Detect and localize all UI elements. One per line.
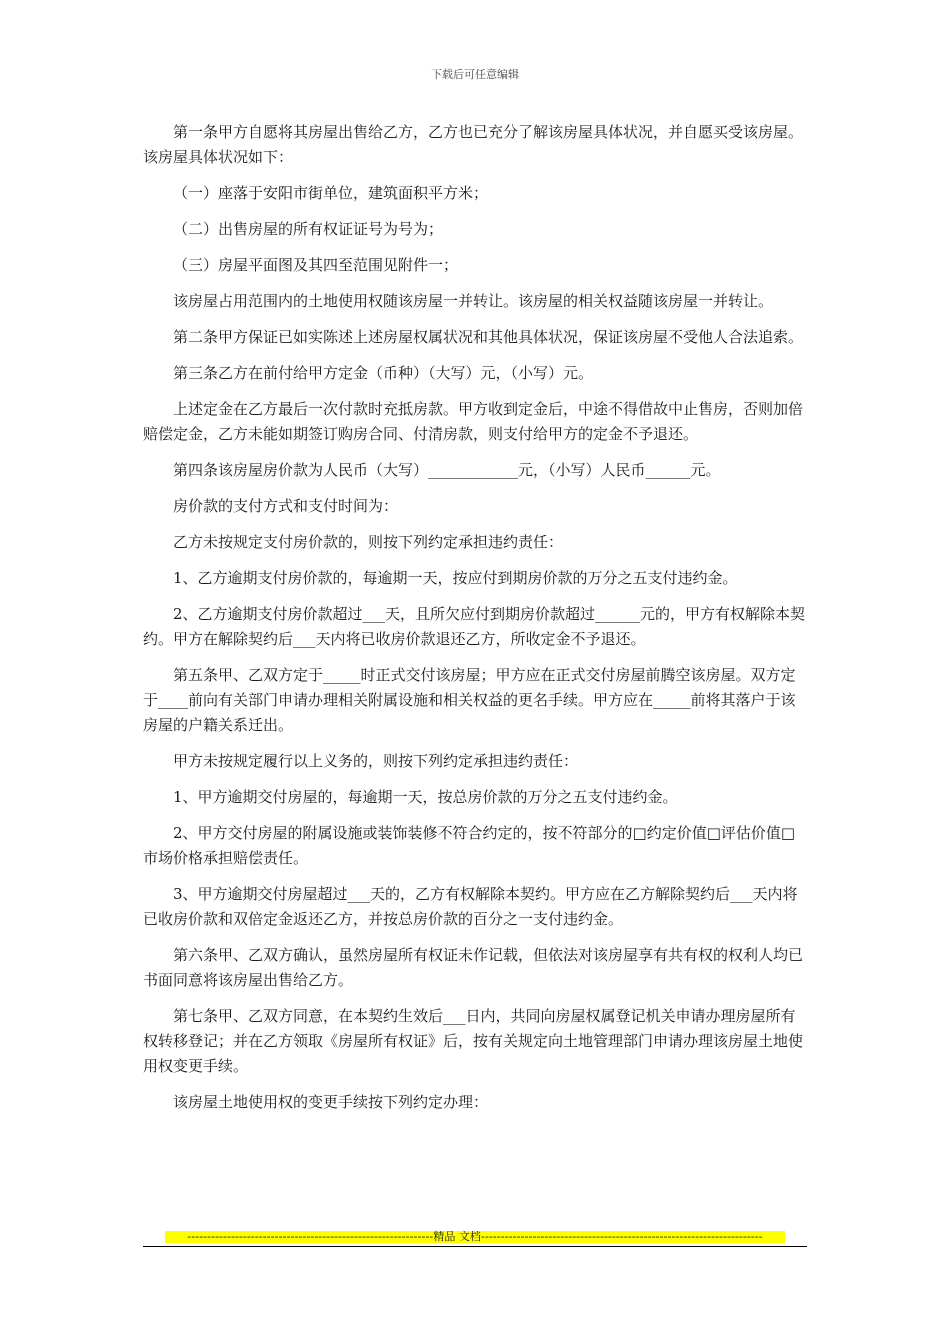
page-header: 下载后可任意编辑 — [431, 68, 519, 81]
paragraph-item-3: （三）房屋平面图及其四至范围见附件一； — [173, 256, 459, 274]
paragraph-article-4: 第四条该房屋房价款为人民币（大写）____________元，（小写）人民币______元。 — [173, 461, 721, 479]
paragraph-item-2: （二）出售房屋的所有权证证号为号为； — [173, 220, 444, 238]
paragraph-article-1: 第一条甲方自愿将其房屋出售给乙方，乙方也已充分了解该房屋具体状况，并自愿买受该房屋。该房屋具体状况如下： — [143, 123, 804, 166]
paragraph-article-2: 第二条甲方保证已如实陈述上述房屋权属状况和其他具体状况，保证该房屋不受他人合法追索。 — [173, 328, 804, 346]
footer-divider — [143, 1246, 807, 1247]
page-footer: --------------------------------------------------------------精品 文档----------------------------------------------------------------------- — [187, 1230, 763, 1243]
paragraph-article-5: 第五条甲、乙双方定于_____时正式交付该房屋；甲方应在正式交付房屋前腾空该房屋。双方定于____前向有关部门申请办理相关附属设施和相关权益的更名手续。甲方应在_____前将其落户于该房屋的户籍关系迁出。 — [143, 666, 796, 734]
paragraph-seller-breach-2: 2、甲方交付房屋的附属设施或装饰装修不符合约定的，按不符部分的□约定价值□评估价值□市场价格承担赔偿责任。 — [143, 824, 796, 867]
paragraph-seller-breach: 甲方未按规定履行以上义务的，则按下列约定承担违约责任： — [173, 752, 579, 770]
paragraph-land-use: 该房屋占用范围内的土地使用权随该房屋一并转让。该房屋的相关权益随该房屋一并转让。 — [173, 292, 774, 310]
document-body — [143, 120, 807, 1126]
paragraph-article-7: 第七条甲、乙双方同意，在本契约生效后___日内，共同向房屋权属登记机关申请办理房屋所有权转移登记；并在乙方领取《房屋所有权证》后，按有关规定向土地管理部门申请办理该房屋土地使用权变更手续。 — [143, 1007, 804, 1075]
paragraph-buyer-breach-2: 2、乙方逾期支付房价款超过___天，且所欠应付到期房价款超过______元的，甲方有权解除本契约。甲方在解除契约后___天内将已收房价款退还乙方，所收定金不予退还。 — [143, 605, 806, 648]
paragraph-item-1: （一）座落于安阳市街单位，建筑面积平方米； — [173, 184, 489, 202]
paragraph-payment-method: 房价款的支付方式和支付时间为： — [173, 497, 399, 515]
paragraph-seller-breach-1: 1、甲方逾期交付房屋的，每逾期一天，按总房价款的万分之五支付违约金。 — [173, 788, 678, 806]
paragraph-article-6: 第六条甲、乙双方确认，虽然房屋所有权证未作记载，但依法对该房屋享有共有权的权利人均已书面同意将该房屋出售给乙方。 — [143, 946, 804, 989]
paragraph-buyer-breach: 乙方未按规定支付房价款的，则按下列约定承担违约责任： — [173, 533, 564, 551]
paragraph-buyer-breach-1: 1、乙方逾期支付房价款的，每逾期一天，按应付到期房价款的万分之五支付违约金。 — [173, 569, 738, 587]
paragraph-article-3: 第三条乙方在前付给甲方定金（币种）（大写）元，（小写）元。 — [173, 364, 594, 382]
paragraph-land-transfer: 该房屋土地使用权的变更手续按下列约定办理： — [173, 1093, 489, 1111]
paragraph-seller-breach-3: 3、甲方逾期交付房屋超过___天的，乙方有权解除本契约。甲方应在乙方解除契约后___天内将已收房价款和双倍定金返还乙方，并按总房价款的百分之一支付违约金。 — [143, 885, 798, 928]
paragraph-deposit: 上述定金在乙方最后一次付款时充抵房款。甲方收到定金后，中途不得借故中止售房，否则加倍赔偿定金，乙方未能如期签订购房合同、付清房款，则支付给甲方的定金不予退还。 — [143, 400, 804, 443]
